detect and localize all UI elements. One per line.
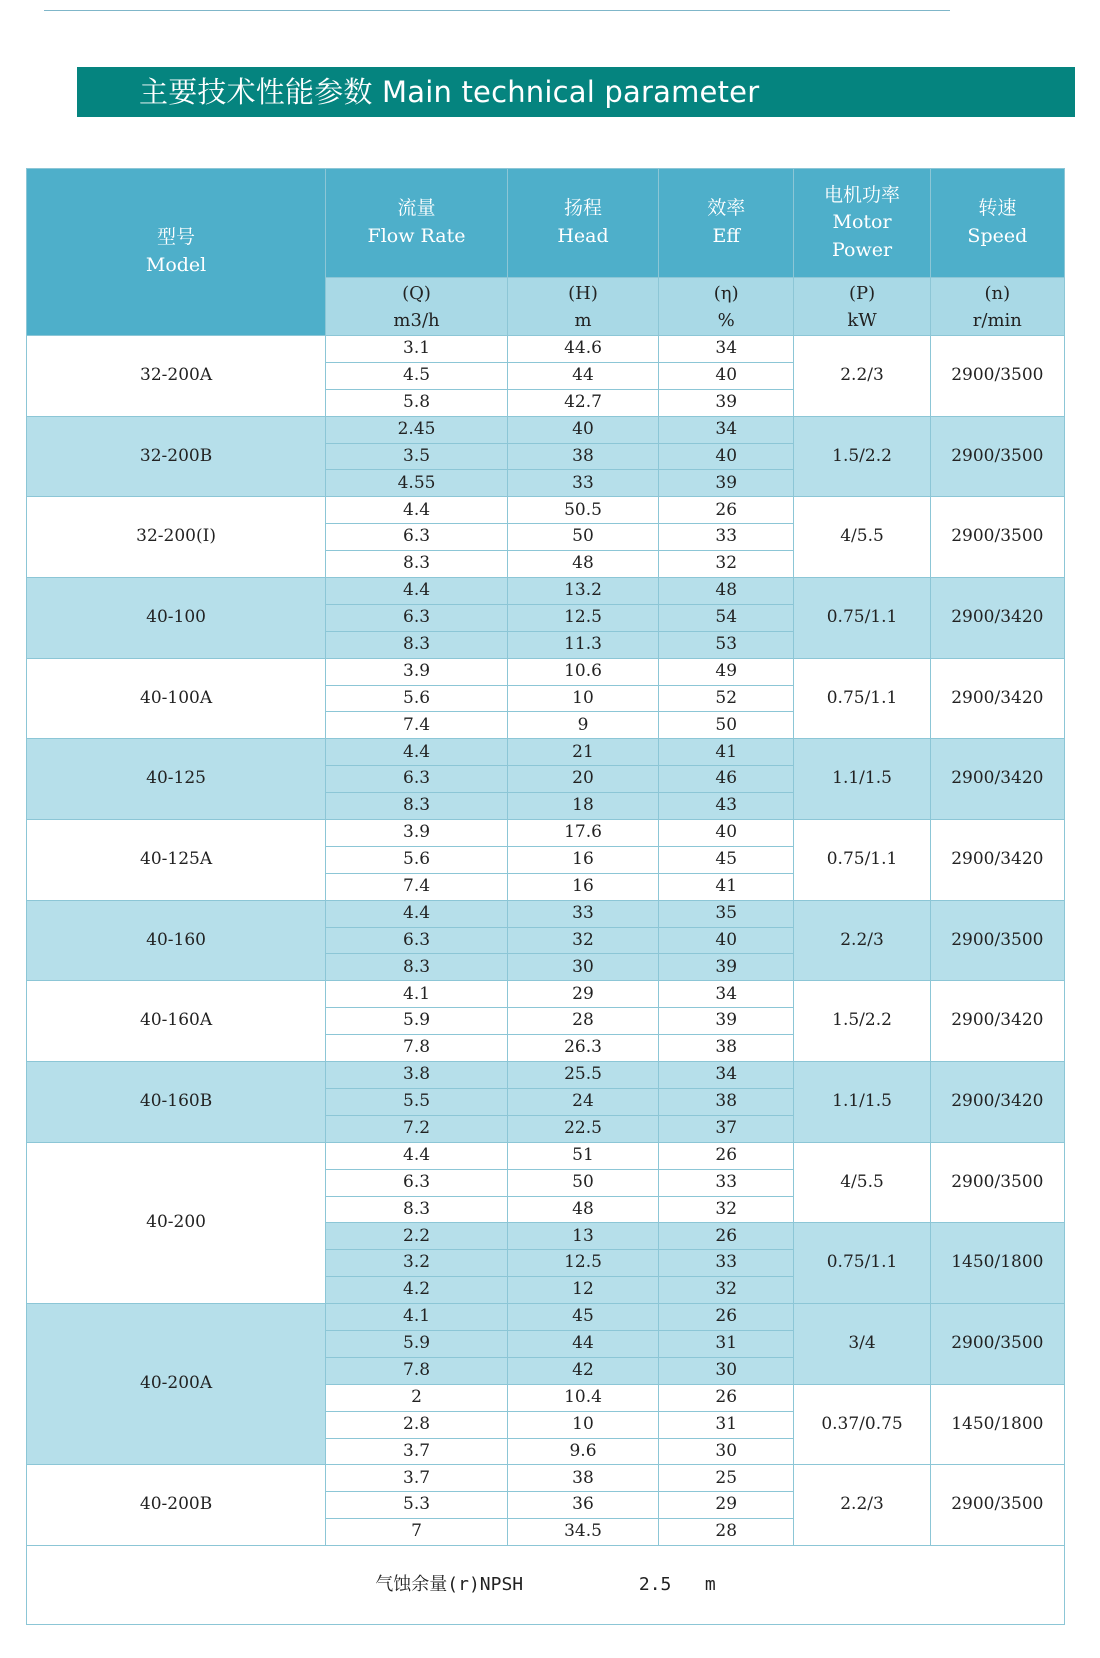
model-cell: 32-200B	[27, 416, 326, 497]
eff-cell: 33	[659, 524, 794, 551]
eff-cell: 48	[659, 578, 794, 605]
flow-cell: 4.1	[326, 1304, 508, 1331]
parameter-table	[26, 168, 1065, 1625]
eff-cell: 41	[659, 739, 794, 766]
flow-cell: 2.2	[326, 1223, 508, 1250]
speed-cell: 2900/3500	[930, 1465, 1064, 1546]
eff-cell: 34	[659, 336, 794, 363]
eff-cell: 40	[659, 362, 794, 389]
head-cell: 10.6	[507, 658, 658, 685]
model-cell: 32-200(I)	[27, 497, 326, 578]
head-cell: 33	[507, 470, 658, 497]
flow-cell: 5.5	[326, 1088, 508, 1115]
header-head	[507, 169, 658, 278]
flow-cell: 7.8	[326, 1357, 508, 1384]
header-power-en1: Motor	[832, 211, 892, 234]
table-row	[27, 1304, 1065, 1331]
table-row	[27, 578, 1065, 605]
table-row	[27, 336, 1065, 363]
flow-cell: 5.3	[326, 1492, 508, 1519]
head-cell: 13.2	[507, 578, 658, 605]
head-cell: 45	[507, 1304, 658, 1331]
head-cell: 32	[507, 927, 658, 954]
eff-cell: 38	[659, 1035, 794, 1062]
eff-cell: 26	[659, 1223, 794, 1250]
power-cell: 1.5/2.2	[794, 416, 930, 497]
head-cell: 9.6	[507, 1438, 658, 1465]
flow-cell: 7.2	[326, 1115, 508, 1142]
head-cell: 44	[507, 1330, 658, 1357]
flow-cell: 6.3	[326, 524, 508, 551]
table-row	[27, 900, 1065, 927]
flow-cell: 2.45	[326, 416, 508, 443]
eff-cell: 45	[659, 846, 794, 873]
flow-cell: 6.3	[326, 766, 508, 793]
header-speed-cn: 转速	[978, 197, 1017, 220]
head-cell: 51	[507, 1142, 658, 1169]
eff-cell: 50	[659, 712, 794, 739]
head-cell: 44	[507, 362, 658, 389]
eff-cell: 25	[659, 1465, 794, 1492]
head-cell: 25.5	[507, 1062, 658, 1089]
eff-cell: 35	[659, 900, 794, 927]
eff-cell: 39	[659, 1008, 794, 1035]
speed-cell: 2900/3500	[930, 336, 1064, 417]
eff-cell: 39	[659, 389, 794, 416]
head-cell: 16	[507, 873, 658, 900]
eff-cell: 41	[659, 873, 794, 900]
flow-cell: 5.8	[326, 389, 508, 416]
model-cell: 40-100A	[27, 658, 326, 739]
flow-cell: 5.9	[326, 1330, 508, 1357]
power-cell: 2.2/3	[794, 900, 930, 981]
speed-cell: 2900/3420	[930, 820, 1064, 901]
power-cell: 1.5/2.2	[794, 981, 930, 1062]
power-cell: 1.1/1.5	[794, 1062, 930, 1143]
flow-cell: 8.3	[326, 1196, 508, 1223]
unit-flow-label: m3/h	[393, 309, 440, 331]
head-cell: 12	[507, 1277, 658, 1304]
head-cell: 22.5	[507, 1115, 658, 1142]
model-cell: 40-200	[27, 1142, 326, 1303]
unit-head-symbol: (H)	[568, 282, 598, 304]
eff-cell: 40	[659, 927, 794, 954]
speed-cell: 2900/3500	[930, 900, 1064, 981]
flow-cell: 8.3	[326, 551, 508, 578]
unit-flow	[326, 278, 508, 336]
flow-cell: 4.5	[326, 362, 508, 389]
flow-cell: 3.5	[326, 443, 508, 470]
model-cell: 40-160	[27, 900, 326, 981]
head-cell: 17.6	[507, 820, 658, 847]
flow-cell: 5.6	[326, 846, 508, 873]
speed-cell: 2900/3500	[930, 497, 1064, 578]
flow-cell: 3.1	[326, 336, 508, 363]
eff-cell: 34	[659, 416, 794, 443]
speed-cell: 2900/3420	[930, 739, 1064, 820]
head-cell: 11.3	[507, 631, 658, 658]
header-eff-cn: 效率	[707, 197, 746, 220]
flow-cell: 6.3	[326, 927, 508, 954]
header-speed	[930, 169, 1064, 278]
eff-cell: 30	[659, 1357, 794, 1384]
flow-cell: 3.9	[326, 658, 508, 685]
eff-cell: 39	[659, 470, 794, 497]
speed-cell: 2900/3420	[930, 981, 1064, 1062]
power-cell: 0.75/1.1	[794, 1223, 930, 1304]
head-cell: 28	[507, 1008, 658, 1035]
speed-cell: 2900/3500	[930, 1142, 1064, 1223]
eff-cell: 40	[659, 820, 794, 847]
speed-cell: 1450/1800	[930, 1384, 1064, 1465]
flow-cell: 2	[326, 1384, 508, 1411]
eff-cell: 32	[659, 1196, 794, 1223]
flow-cell: 4.1	[326, 981, 508, 1008]
table-row	[27, 820, 1065, 847]
eff-cell: 34	[659, 1062, 794, 1089]
eff-cell: 39	[659, 954, 794, 981]
header-flow-cn: 流量	[397, 197, 436, 220]
table-row	[27, 416, 1065, 443]
npsh-value: 2.5	[638, 1573, 672, 1595]
head-cell: 10.4	[507, 1384, 658, 1411]
header-model-cn: 型号	[157, 226, 196, 249]
header-head-cn: 扬程	[563, 197, 602, 220]
model-cell: 40-200A	[27, 1304, 326, 1465]
flow-cell: 3.2	[326, 1250, 508, 1277]
model-cell: 40-125A	[27, 820, 326, 901]
eff-cell: 31	[659, 1411, 794, 1438]
header-eff-en: Eff	[712, 225, 740, 247]
head-cell: 10	[507, 1411, 658, 1438]
header-power-en2: Power	[832, 238, 893, 261]
unit-eff	[659, 278, 794, 336]
flow-cell: 5.9	[326, 1008, 508, 1035]
table-row	[27, 981, 1065, 1008]
flow-cell: 8.3	[326, 954, 508, 981]
unit-head-label: m	[574, 309, 592, 331]
flow-cell: 8.3	[326, 793, 508, 820]
header-power	[794, 169, 930, 278]
head-cell: 38	[507, 1465, 658, 1492]
head-cell: 38	[507, 443, 658, 470]
unit-speed-symbol: (n)	[984, 282, 1011, 304]
top-rule	[44, 10, 950, 11]
flow-cell: 3.7	[326, 1465, 508, 1492]
head-cell: 44.6	[507, 336, 658, 363]
head-cell: 18	[507, 793, 658, 820]
head-cell: 16	[507, 846, 658, 873]
header-speed-en: Speed	[967, 225, 1028, 247]
table-row	[27, 739, 1065, 766]
flow-cell: 7.4	[326, 873, 508, 900]
eff-cell: 33	[659, 1169, 794, 1196]
unit-flow-symbol: (Q)	[402, 282, 431, 304]
unit-eff-label: %	[717, 309, 735, 331]
flow-cell: 7	[326, 1519, 508, 1546]
speed-cell: 2900/3500	[930, 416, 1064, 497]
table-row	[27, 1465, 1065, 1492]
flow-cell: 3.7	[326, 1438, 508, 1465]
power-cell: 0.75/1.1	[794, 820, 930, 901]
eff-cell: 37	[659, 1115, 794, 1142]
power-cell: 2.2/3	[794, 1465, 930, 1546]
flow-cell: 4.4	[326, 497, 508, 524]
header-model	[27, 169, 326, 336]
npsh-label: 气蚀余量(r)NPSH	[375, 1573, 524, 1595]
table-row	[27, 497, 1065, 524]
eff-cell: 32	[659, 1277, 794, 1304]
flow-cell: 4.4	[326, 578, 508, 605]
head-cell: 42	[507, 1357, 658, 1384]
table-row	[27, 1062, 1065, 1089]
speed-cell: 2900/3420	[930, 658, 1064, 739]
speed-cell: 2900/3420	[930, 578, 1064, 659]
model-cell: 40-125	[27, 739, 326, 820]
head-cell: 34.5	[507, 1519, 658, 1546]
eff-cell: 30	[659, 1438, 794, 1465]
power-cell: 3/4	[794, 1304, 930, 1385]
header-model-en: Model	[145, 254, 207, 276]
flow-cell: 8.3	[326, 631, 508, 658]
head-cell: 36	[507, 1492, 658, 1519]
unit-speed-label: r/min	[972, 309, 1022, 331]
eff-cell: 40	[659, 443, 794, 470]
eff-cell: 52	[659, 685, 794, 712]
model-cell: 40-160B	[27, 1062, 326, 1143]
eff-cell: 26	[659, 1304, 794, 1331]
unit-power	[794, 278, 930, 336]
head-cell: 10	[507, 685, 658, 712]
table-body	[27, 336, 1065, 1546]
header-power-cn: 电机功率	[824, 183, 901, 206]
head-cell: 24	[507, 1088, 658, 1115]
eff-cell: 26	[659, 497, 794, 524]
flow-cell: 4.55	[326, 470, 508, 497]
head-cell: 13	[507, 1223, 658, 1250]
head-cell: 12.5	[507, 604, 658, 631]
eff-cell: 32	[659, 551, 794, 578]
head-cell: 50	[507, 524, 658, 551]
table-row	[27, 1142, 1065, 1169]
eff-cell: 43	[659, 793, 794, 820]
head-cell: 33	[507, 900, 658, 927]
eff-cell: 38	[659, 1088, 794, 1115]
flow-cell: 2.8	[326, 1411, 508, 1438]
head-cell: 50.5	[507, 497, 658, 524]
eff-cell: 46	[659, 766, 794, 793]
head-cell: 48	[507, 551, 658, 578]
power-cell: 2.2/3	[794, 336, 930, 417]
eff-cell: 26	[659, 1142, 794, 1169]
eff-cell: 34	[659, 981, 794, 1008]
npsh-unit: m	[704, 1573, 716, 1595]
eff-cell: 29	[659, 1492, 794, 1519]
power-cell: 4/5.5	[794, 1142, 930, 1223]
head-cell: 50	[507, 1169, 658, 1196]
model-cell: 40-200B	[27, 1465, 326, 1546]
flow-cell: 6.3	[326, 604, 508, 631]
flow-cell: 5.6	[326, 685, 508, 712]
power-cell: 0.75/1.1	[794, 658, 930, 739]
power-cell: 0.75/1.1	[794, 578, 930, 659]
unit-eff-symbol: (η)	[713, 282, 739, 304]
head-cell: 9	[507, 712, 658, 739]
flow-cell: 3.8	[326, 1062, 508, 1089]
flow-cell: 4.4	[326, 900, 508, 927]
model-cell: 40-100	[27, 578, 326, 659]
header-flow	[326, 169, 508, 278]
power-cell: 0.37/0.75	[794, 1384, 930, 1465]
head-cell: 48	[507, 1196, 658, 1223]
head-cell: 40	[507, 416, 658, 443]
speed-cell: 2900/3500	[930, 1304, 1064, 1385]
eff-cell: 33	[659, 1250, 794, 1277]
header-eff	[659, 169, 794, 278]
flow-cell: 4.4	[326, 739, 508, 766]
eff-cell: 26	[659, 1384, 794, 1411]
head-cell: 21	[507, 739, 658, 766]
section-title: 主要技术性能参数 Main technical parameter	[77, 67, 1075, 117]
eff-cell: 53	[659, 631, 794, 658]
unit-head	[507, 278, 658, 336]
flow-cell: 3.9	[326, 820, 508, 847]
speed-cell: 1450/1800	[930, 1223, 1064, 1304]
speed-cell: 2900/3420	[930, 1062, 1064, 1143]
flow-cell: 7.8	[326, 1035, 508, 1062]
eff-cell: 49	[659, 658, 794, 685]
unit-power-label: kW	[847, 309, 877, 331]
head-cell: 29	[507, 981, 658, 1008]
unit-speed	[930, 278, 1064, 336]
flow-cell: 7.4	[326, 712, 508, 739]
unit-power-symbol: (P)	[848, 282, 876, 304]
flow-cell: 4.2	[326, 1277, 508, 1304]
head-cell: 20	[507, 766, 658, 793]
model-cell: 40-160A	[27, 981, 326, 1062]
eff-cell: 31	[659, 1330, 794, 1357]
eff-cell: 54	[659, 604, 794, 631]
eff-cell: 28	[659, 1519, 794, 1546]
model-cell: 32-200A	[27, 336, 326, 417]
table-row	[27, 658, 1065, 685]
flow-cell: 4.4	[326, 1142, 508, 1169]
head-cell: 42.7	[507, 389, 658, 416]
flow-cell: 6.3	[326, 1169, 508, 1196]
head-cell: 12.5	[507, 1250, 658, 1277]
power-cell: 1.1/1.5	[794, 739, 930, 820]
npsh-footer	[27, 1546, 1065, 1625]
header-flow-en: Flow Rate	[367, 225, 466, 247]
head-cell: 30	[507, 954, 658, 981]
power-cell: 4/5.5	[794, 497, 930, 578]
header-head-en: Head	[557, 225, 609, 247]
head-cell: 26.3	[507, 1035, 658, 1062]
